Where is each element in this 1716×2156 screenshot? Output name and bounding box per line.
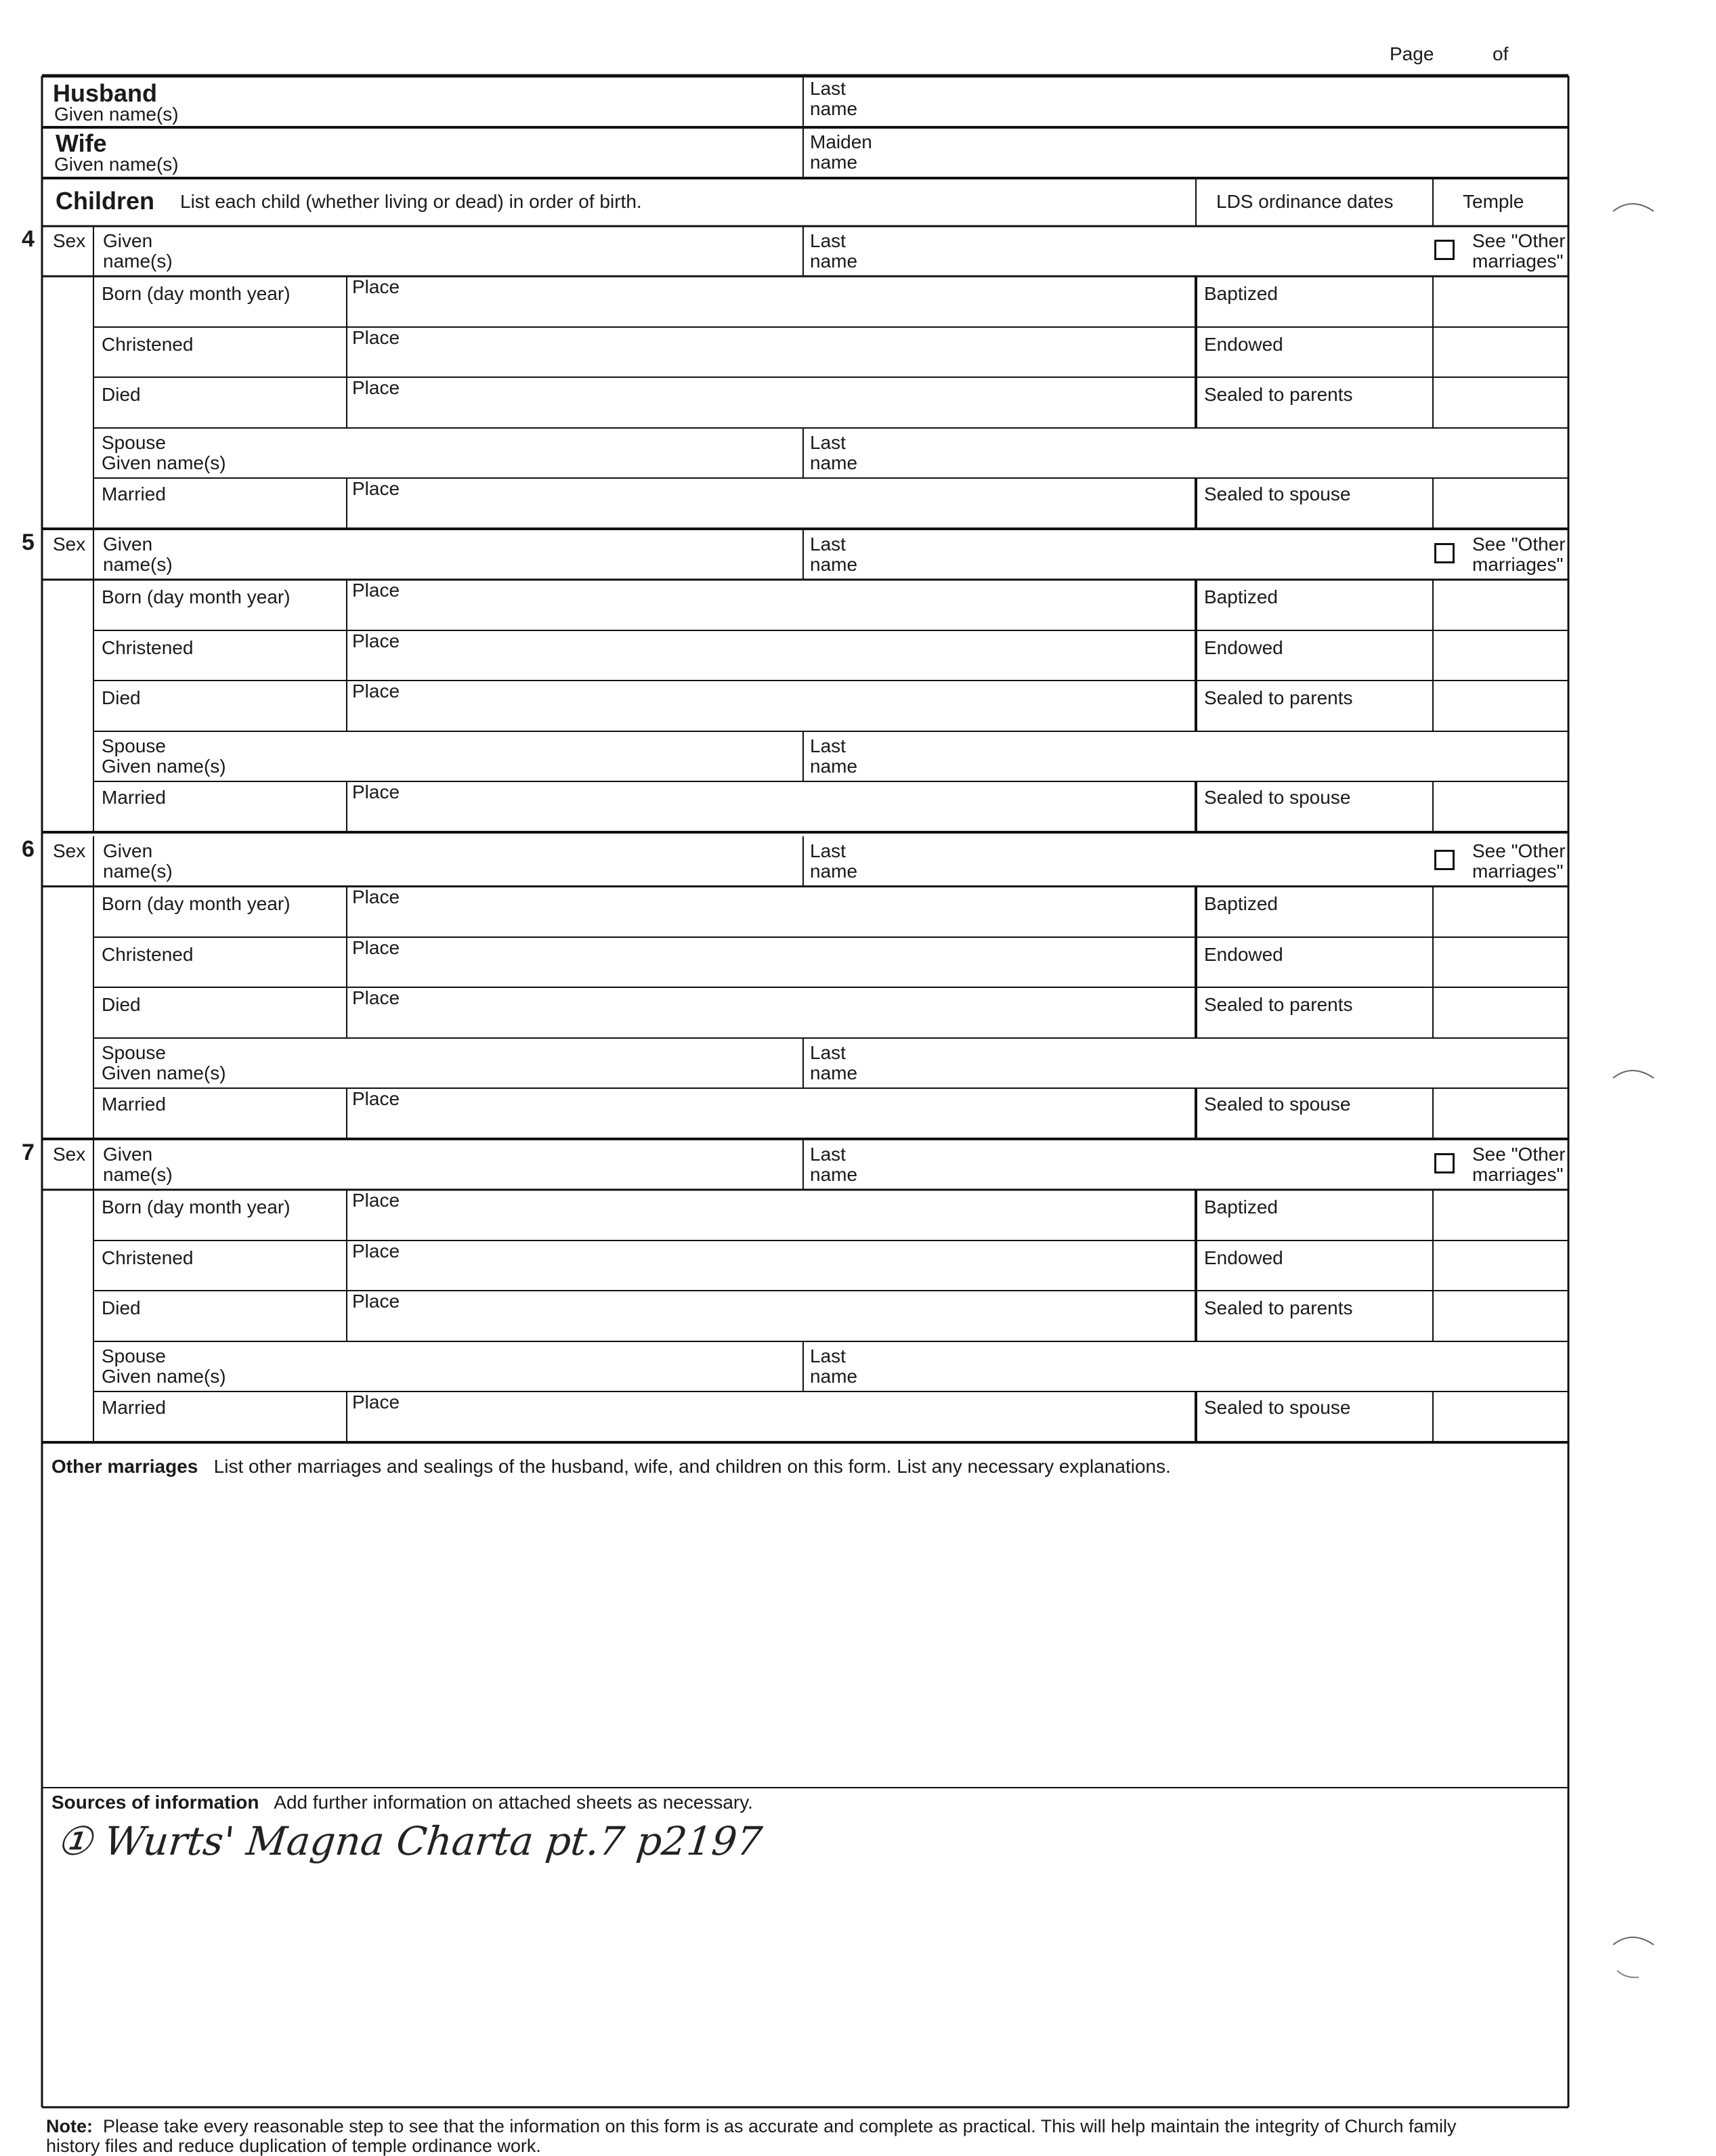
other-marriages-title: Other marriages xyxy=(51,1456,198,1477)
child-6-married-label: Married xyxy=(102,1094,166,1115)
child-6-born-date-field[interactable] xyxy=(102,913,339,934)
child-6-christened-date-field[interactable] xyxy=(102,964,339,985)
child-6-died-place-label: Place xyxy=(352,987,400,1008)
page-of-label: of xyxy=(1493,43,1509,64)
child-5-spouse-given-field[interactable] xyxy=(271,755,792,778)
child-4-given-label: Given xyxy=(103,230,153,251)
child-4-endowed-label: Endowed xyxy=(1204,334,1283,355)
binder-hole-mark-2 xyxy=(1612,1063,1666,1104)
child-7-died-label: Died xyxy=(102,1297,141,1318)
child-4-spouse-given-field[interactable] xyxy=(271,452,792,475)
child-5-married-place-label: Place xyxy=(352,781,400,802)
child-4-sealed-spouse-label: Sealed to spouse xyxy=(1204,483,1351,504)
child-7-spouse-given-field[interactable] xyxy=(271,1365,792,1388)
child-7-number: 7 xyxy=(22,1140,35,1165)
child-6-last-label: Last xyxy=(810,840,846,861)
child-6-married-date-field[interactable] xyxy=(102,1115,339,1136)
child-7-died-place-label: Place xyxy=(352,1291,400,1312)
child-5-last-label: Last xyxy=(810,534,846,555)
child-6-sealed-parents-temple-field[interactable] xyxy=(1436,990,1564,1035)
child-4-last-label: Last xyxy=(810,230,846,251)
child-5-sealed-spouse-label: Sealed to spouse xyxy=(1204,787,1351,808)
sources-instruction: Add further information on attached sheets as necessary. xyxy=(274,1792,753,1813)
child-6-given-label-2: name(s) xyxy=(103,861,173,882)
children-title: Children xyxy=(56,187,155,215)
child-6-christened-place-label: Place xyxy=(352,937,400,958)
child-6-married-place-field[interactable] xyxy=(352,1110,1188,1136)
child-4-spouse-last-field[interactable] xyxy=(874,432,1564,475)
child-7-last-label-2: name xyxy=(810,1164,858,1185)
child-7-last-label: Last xyxy=(810,1144,846,1165)
child-5-christened-place-field[interactable] xyxy=(352,652,1188,678)
child-5-endowed-label: Endowed xyxy=(1204,637,1283,658)
wife-given-field[interactable] xyxy=(95,152,792,173)
wife-maiden-field[interactable] xyxy=(880,132,1564,173)
child-7-sealed-spouse-temple-field[interactable] xyxy=(1436,1394,1564,1439)
child-6-died-label: Died xyxy=(102,994,141,1015)
child-7-sealed-parents-temple-field[interactable] xyxy=(1436,1293,1564,1338)
child-7-married-date-field[interactable] xyxy=(102,1419,339,1439)
child-5-sealed-parents-label: Sealed to parents xyxy=(1204,687,1353,708)
child-6-spouse-last-field[interactable] xyxy=(874,1042,1564,1085)
child-7-spouse-last-label-2: name xyxy=(810,1366,858,1387)
child-4-died-date-field[interactable] xyxy=(102,404,339,425)
child-7-endowed-temple-field[interactable] xyxy=(1436,1243,1564,1288)
child-4-married-date-field[interactable] xyxy=(102,505,339,525)
child-5-christened-place-label: Place xyxy=(352,630,400,651)
child-5-see-other-label: See "Other xyxy=(1472,534,1566,555)
child-4-spouse-last-label-2: name xyxy=(810,452,858,473)
binder-hole-mark-1 xyxy=(1612,196,1666,237)
child-6-died-date-field[interactable] xyxy=(102,1014,339,1035)
child-5-spouse-last-label-2: name xyxy=(810,756,858,777)
child-5-given-label: Given xyxy=(103,534,153,555)
child-7-sealed-spouse-label: Sealed to spouse xyxy=(1204,1397,1351,1418)
child-7-baptized-temple-field[interactable] xyxy=(1436,1192,1564,1237)
child-7-see-other-label: See "Other xyxy=(1472,1144,1566,1165)
child-6-sex-label: Sex xyxy=(53,840,86,861)
child-6-given-label: Given xyxy=(103,840,153,861)
child-5-baptized-label: Baptized xyxy=(1204,586,1278,607)
child-4-endowed-temple-field[interactable] xyxy=(1436,330,1564,374)
child-7-given-label: Given xyxy=(103,1144,153,1165)
child-4-born-place-label: Place xyxy=(352,276,400,297)
child-4-died-label: Died xyxy=(102,384,141,405)
husband-given-label: Given name(s) xyxy=(54,104,179,125)
note-line-1 xyxy=(46,2117,1457,2136)
child-6-endowed-label: Endowed xyxy=(1204,944,1283,965)
child-6-spouse-label: Spouse xyxy=(102,1042,166,1063)
child-4-married-place-label: Place xyxy=(352,478,400,499)
child-5-married-date-field[interactable] xyxy=(102,808,339,829)
sources-handwritten-entry: ① Wurts' Magna Charta pt.7 p2197 xyxy=(54,1818,765,1864)
child-4-other-marriages-checkbox[interactable] xyxy=(1434,240,1455,260)
child-7-christened-place-field[interactable] xyxy=(352,1262,1188,1288)
child-7-baptized-label: Baptized xyxy=(1204,1196,1278,1217)
child-4-spouse-last-label: Last xyxy=(810,432,846,453)
child-6-christened-place-field[interactable] xyxy=(352,959,1188,985)
child-6-born-label: Born (day month year) xyxy=(102,893,291,914)
child-6-born-place-label: Place xyxy=(352,886,400,907)
child-6-other-marriages-checkbox[interactable] xyxy=(1434,850,1455,870)
child-7-given-label-2: name(s) xyxy=(103,1164,173,1185)
child-5-born-place-field[interactable] xyxy=(352,601,1188,627)
child-7-born-place-field[interactable] xyxy=(352,1211,1188,1237)
child-5-married-place-field[interactable] xyxy=(352,803,1188,829)
child-6-christened-label: Christened xyxy=(102,944,194,965)
wife-title: Wife xyxy=(56,129,107,157)
child-5-died-date-field[interactable] xyxy=(102,708,339,728)
child-6-spouse-last-label-2: name xyxy=(810,1062,858,1083)
child-4-sex-label: Sex xyxy=(53,230,86,251)
child-5-died-label: Died xyxy=(102,687,141,708)
child-5-spouse-last-field[interactable] xyxy=(874,735,1564,779)
child-7-other-marriages-checkbox[interactable] xyxy=(1434,1153,1455,1173)
child-4-spouse-given-label: Given name(s) xyxy=(102,452,226,473)
husband-title: Husband xyxy=(53,79,158,107)
child-7-spouse-last-field[interactable] xyxy=(874,1345,1564,1389)
other-marriages-instruction: List other marriages and sealings of the husband, wife, and children on this form. List any necessary explanations. xyxy=(213,1456,1171,1477)
child-6-sealed-parents-label: Sealed to parents xyxy=(1204,994,1353,1015)
child-6-endowed-temple-field[interactable] xyxy=(1436,940,1564,985)
child-5-died-place-field[interactable] xyxy=(352,702,1188,728)
child-6-sealed-spouse-label: Sealed to spouse xyxy=(1204,1094,1351,1115)
husband-given-field[interactable] xyxy=(95,102,792,122)
child-4-died-place-label: Place xyxy=(352,377,400,398)
child-5-christened-label: Christened xyxy=(102,637,194,658)
child-6-last-label-2: name xyxy=(810,861,858,882)
husband-last-label-2: name xyxy=(810,98,858,119)
child-7-spouse-given-label: Given name(s) xyxy=(102,1366,226,1387)
child-6-see-other-label-2: marriages" xyxy=(1472,861,1564,882)
child-5-given-label-2: name(s) xyxy=(103,554,173,575)
child-5-born-place-label: Place xyxy=(352,580,400,601)
child-4-baptized-label: Baptized xyxy=(1204,283,1278,304)
temple-label: Temple xyxy=(1463,191,1524,212)
child-7-born-place-label: Place xyxy=(352,1190,400,1211)
child-5-endowed-temple-field[interactable] xyxy=(1436,633,1564,678)
lds-ordinance-dates-label: LDS ordinance dates xyxy=(1216,191,1394,212)
child-7-endowed-label: Endowed xyxy=(1204,1247,1283,1268)
child-4-died-place-field[interactable] xyxy=(352,399,1188,425)
child-4-see-other-label: See "Other xyxy=(1472,230,1566,251)
child-6-baptized-label: Baptized xyxy=(1204,893,1278,914)
child-7-spouse-label: Spouse xyxy=(102,1345,166,1366)
children-instruction: List each child (whether living or dead) in order of birth. xyxy=(180,191,642,212)
child-7-married-place-label: Place xyxy=(352,1392,400,1413)
child-4-christened-place-field[interactable] xyxy=(352,349,1188,374)
child-6-spouse-given-field[interactable] xyxy=(271,1062,792,1085)
child-5-spouse-last-label: Last xyxy=(810,735,846,756)
child-4-sealed-parents-label: Sealed to parents xyxy=(1204,384,1353,405)
child-5-number: 5 xyxy=(22,530,35,555)
child-7-see-other-label-2: marriages" xyxy=(1472,1164,1564,1185)
child-4-married-label: Married xyxy=(102,483,166,504)
child-6-see-other-label: See "Other xyxy=(1472,840,1566,861)
child-7-christened-place-label: Place xyxy=(352,1241,400,1262)
child-4-last-label-2: name xyxy=(810,251,858,272)
other-marriages-field[interactable] xyxy=(47,1486,1564,1784)
child-6-married-place-label: Place xyxy=(352,1088,400,1109)
other-marriages-section xyxy=(51,1457,1171,1476)
child-5-christened-date-field[interactable] xyxy=(102,657,339,678)
child-4-married-place-field[interactable] xyxy=(352,500,1188,525)
child-6-spouse-given-label: Given name(s) xyxy=(102,1062,226,1083)
child-4-see-other-label-2: marriages" xyxy=(1472,251,1564,272)
husband-last-label: Last xyxy=(810,78,846,99)
child-5-married-label: Married xyxy=(102,787,166,808)
note-text-1: Please take every reasonable step to see that the information on this form is as accurate and complete as practical. This will help maintain the integrity of Church family xyxy=(103,2116,1457,2136)
child-6-baptized-temple-field[interactable] xyxy=(1436,889,1564,934)
child-5-born-label: Born (day month year) xyxy=(102,586,291,607)
child-6-spouse-last-label: Last xyxy=(810,1042,846,1063)
child-6-number: 6 xyxy=(22,836,35,862)
child-7-born-date-field[interactable] xyxy=(102,1217,339,1237)
husband-last-field[interactable] xyxy=(874,81,1564,122)
child-5-died-place-label: Place xyxy=(352,681,400,702)
child-5-sealed-spouse-temple-field[interactable] xyxy=(1436,784,1564,829)
child-7-sealed-parents-label: Sealed to parents xyxy=(1204,1297,1353,1318)
child-6-sealed-spouse-temple-field[interactable] xyxy=(1436,1091,1564,1136)
note-label: Note: xyxy=(46,2116,93,2136)
child-5-spouse-given-label: Given name(s) xyxy=(102,756,226,777)
child-4-christened-label: Christened xyxy=(102,334,194,355)
child-7-died-date-field[interactable] xyxy=(102,1318,339,1338)
child-7-spouse-last-label: Last xyxy=(810,1345,846,1366)
child-5-sealed-parents-temple-field[interactable] xyxy=(1436,683,1564,728)
child-7-married-label: Married xyxy=(102,1397,166,1418)
wife-given-label: Given name(s) xyxy=(54,154,179,175)
child-4-number: 4 xyxy=(22,226,35,252)
child-5-other-marriages-checkbox[interactable] xyxy=(1434,543,1455,563)
child-7-born-label: Born (day month year) xyxy=(102,1196,291,1217)
page-label: Page xyxy=(1390,43,1434,64)
child-5-last-label-2: name xyxy=(810,554,858,575)
child-4-christened-place-label: Place xyxy=(352,327,400,348)
child-4-born-place-field[interactable] xyxy=(352,298,1188,324)
wife-maiden-label-2: name xyxy=(810,152,858,173)
wife-maiden-label: Maiden xyxy=(810,131,872,152)
sources-section xyxy=(51,1793,753,1812)
sources-title: Sources of information xyxy=(51,1792,259,1813)
child-5-sex-label: Sex xyxy=(53,534,86,555)
child-6-died-place-field[interactable] xyxy=(352,1009,1188,1035)
child-7-married-place-field[interactable] xyxy=(352,1413,1188,1439)
child-4-born-date-field[interactable] xyxy=(102,303,339,324)
child-4-born-label: Born (day month year) xyxy=(102,283,291,304)
binder-hole-mark-3 xyxy=(1612,1930,1666,1984)
child-7-died-place-field[interactable] xyxy=(352,1312,1188,1338)
child-4-sealed-parents-temple-field[interactable] xyxy=(1436,380,1564,425)
child-7-christened-label: Christened xyxy=(102,1247,194,1268)
child-5-spouse-label: Spouse xyxy=(102,735,166,756)
child-4-given-label-2: name(s) xyxy=(103,251,173,272)
child-7-sex-label: Sex xyxy=(53,1144,86,1165)
child-4-spouse-label: Spouse xyxy=(102,432,166,453)
child-5-born-date-field[interactable] xyxy=(102,607,339,627)
note-line-2: history files and reduce duplication of temple ordinance work. xyxy=(46,2136,541,2156)
child-4-christened-date-field[interactable] xyxy=(102,354,339,374)
child-5-see-other-label-2: marriages" xyxy=(1472,554,1564,575)
sources-field[interactable] xyxy=(47,1869,1564,2106)
child-5-baptized-temple-field[interactable] xyxy=(1436,582,1564,627)
child-4-baptized-temple-field[interactable] xyxy=(1436,279,1564,324)
child-6-born-place-field[interactable] xyxy=(352,908,1188,934)
child-7-christened-date-field[interactable] xyxy=(102,1268,339,1288)
child-4-sealed-spouse-temple-field[interactable] xyxy=(1436,481,1564,525)
